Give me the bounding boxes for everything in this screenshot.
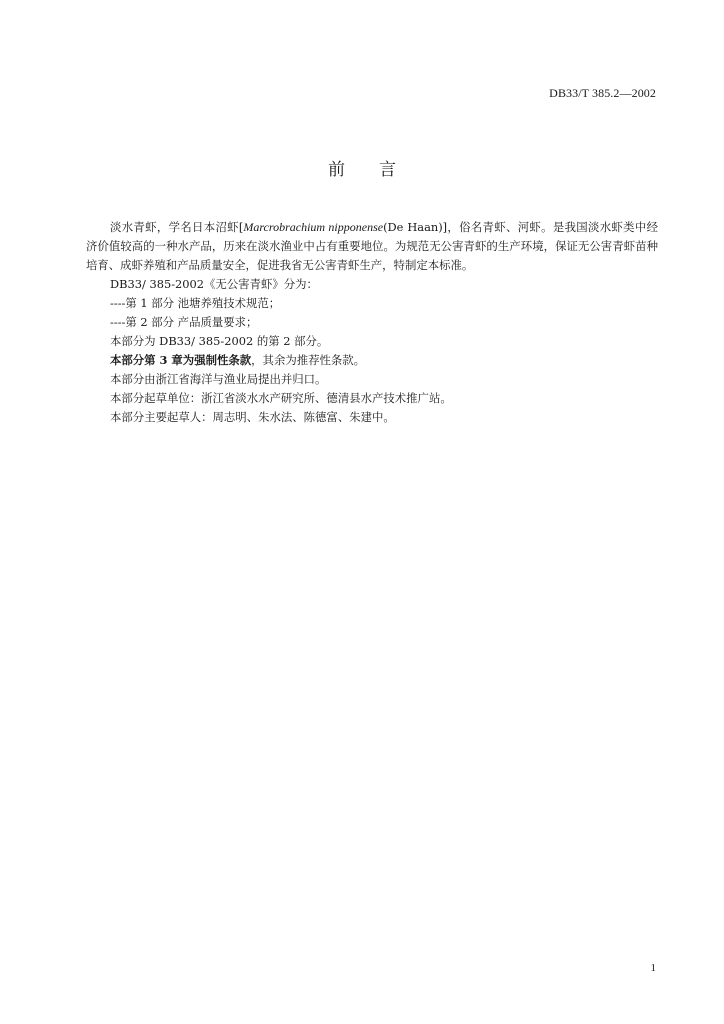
intro-text-rest: (De Haan)]，俗名青虾、河虾。是我国淡水虾类中经济价值较高的一种水产品，历来在淡水渔业中占有重要地位。为规范无公害青虾的生产环境，保证无公害青虾苗种培育、成虾养殖和产品质量安全，促进我省无公害青虾生产，特制定本标准。 [86,220,658,272]
paragraph-parts-heading: DB33/ 385-2002《无公害青虾》分为： [110,277,318,291]
page-title [0,155,724,180]
intro-text-start: 淡水青虾，学名日本沼虾[ [110,220,244,234]
list-item-part-1: ----第 1 部分 池塘养殖技术规范； [110,296,281,310]
paragraph-intro [86,218,658,275]
scientific-name: Marcrobrachium nipponense [243,220,384,234]
paragraph-mandatory [86,351,658,370]
foreword-body [86,218,658,427]
title-char-1: 前 [328,160,345,180]
title-char-2: 言 [379,160,396,180]
document-code: DB33/T 385.2—2002 [549,86,656,100]
page-number: 1 [650,962,656,974]
recommended-clause-text: ，其余为推荐性条款。 [251,353,366,367]
paragraph-drafting-units: 本部分起草单位：浙江省淡水水产研究所、德清县水产技术推广站。 [110,391,452,405]
paragraph-this-part: 本部分为 DB33/ 385-2002 的第 2 部分。 [110,334,329,348]
paragraph-drafters: 本部分主要起草人：周志明、朱水法、陈德富、朱建中。 [110,410,395,424]
mandatory-clause-text: 本部分第 3 章为强制性条款 [110,353,252,367]
list-item-part-2: ----第 2 部分 产品质量要求； [110,315,258,329]
paragraph-proposer: 本部分由浙江省海洋与渔业局提出并归口。 [110,372,327,386]
